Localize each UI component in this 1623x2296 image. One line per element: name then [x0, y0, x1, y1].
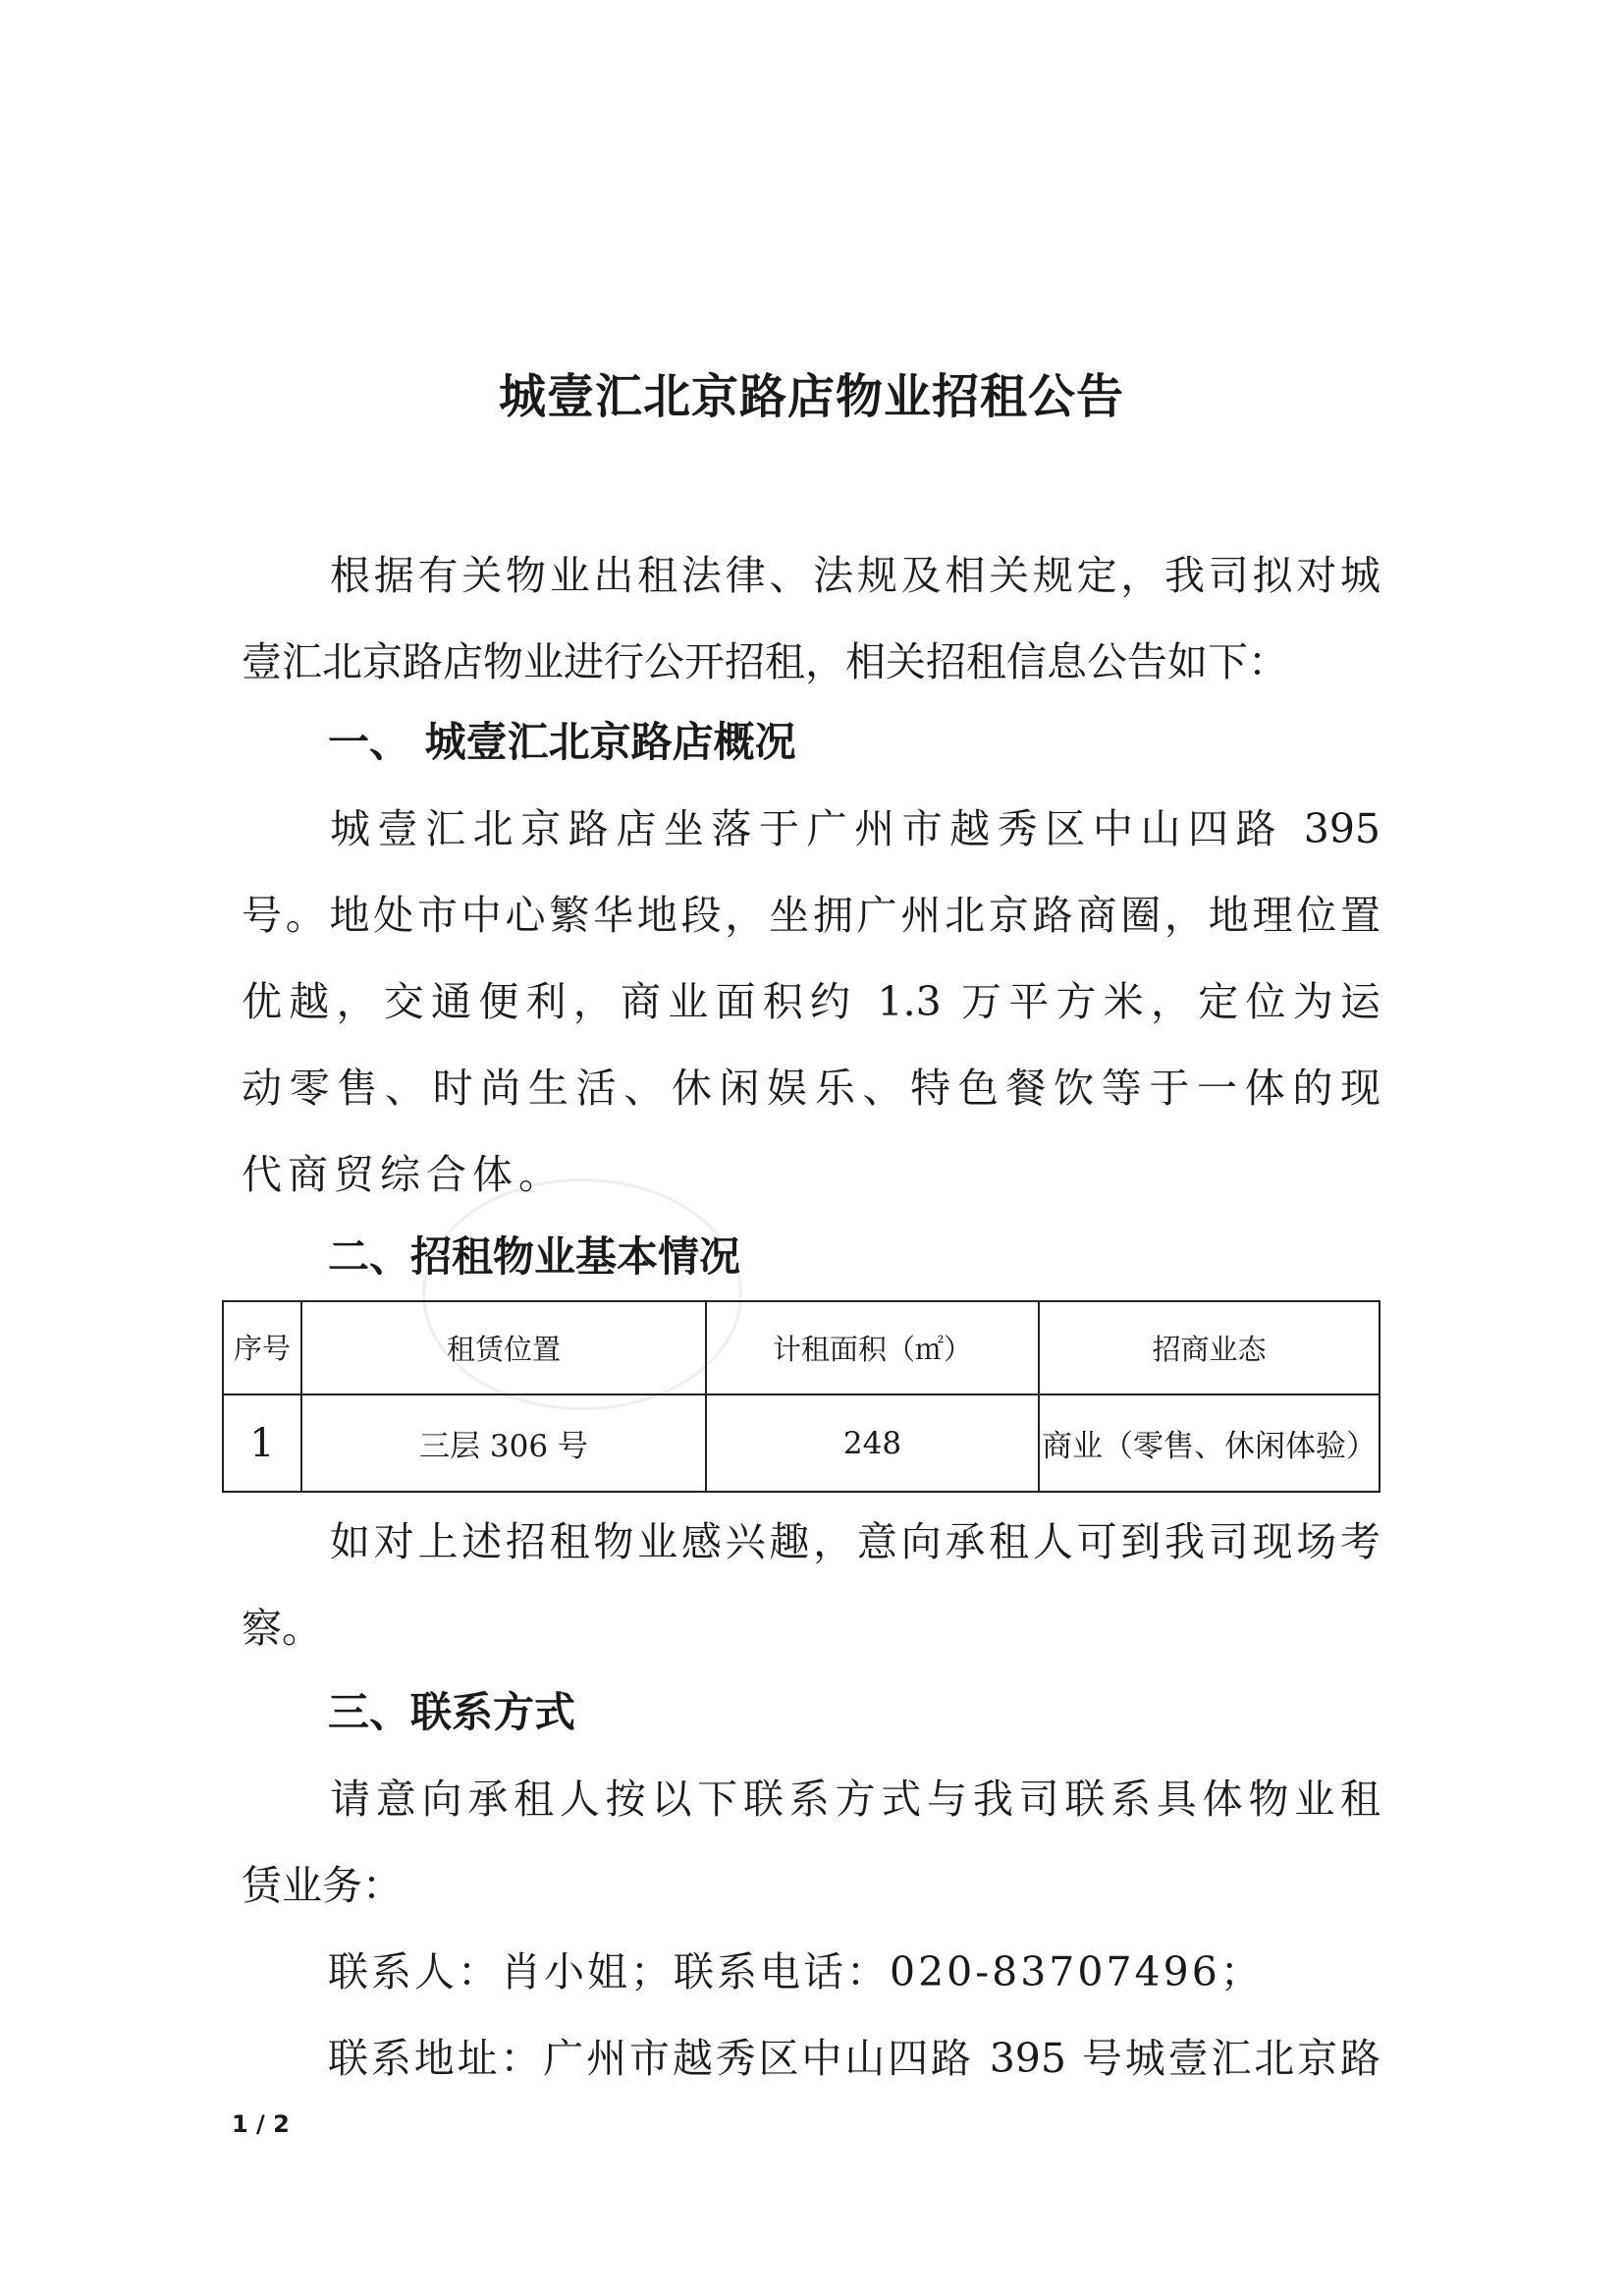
header-area: 计租面积（㎡）	[706, 1301, 1039, 1394]
cell-area: 248	[706, 1394, 1039, 1492]
section-1-line-4: 动零售、时尚生活、休闲娱乐、特色餐饮等于一体的现	[242, 1065, 1380, 1112]
section-2-after-line-1: 如对上述招租物业感兴趣，意向承租人可到我司现场考	[330, 1518, 1380, 1565]
header-location: 租赁位置	[301, 1301, 706, 1394]
section-2-heading: 二、招租物业基本情况	[328, 1232, 741, 1281]
page-number: 1 / 2	[232, 2110, 290, 2138]
header-seq: 序号	[223, 1301, 301, 1394]
section-3-heading: 三、联系方式	[328, 1688, 576, 1736]
contact-person-phone: 联系人：肖小姐；联系电话：020-83707496；	[328, 1948, 1264, 1995]
cell-seq: 1	[223, 1394, 301, 1492]
section-1-line-3: 优越，交通便利，商业面积约 1.3 万平方米，定位为运	[242, 978, 1380, 1025]
section-1-line-1: 城壹汇北京路店坐落于广州市越秀区中山四路 395	[330, 805, 1380, 852]
section-3-line-1: 请意向承租人按以下联系方式与我司联系具体物业租	[330, 1776, 1380, 1823]
intro-line-1: 根据有关物业出租法律、法规及相关规定，我司拟对城	[330, 552, 1380, 599]
section-1-heading: 一、 城壹汇北京路店概况	[328, 718, 796, 766]
table-header-row	[223, 1301, 1380, 1394]
contact-address: 联系地址：广州市越秀区中山四路 395 号城壹汇北京路	[328, 2035, 1380, 2082]
section-1-line-2: 号。地处市中心繁华地段，坐拥广州北京路商圈，地理位置	[242, 892, 1380, 939]
rental-property-table	[222, 1300, 1380, 1493]
section-1-line-5: 代商贸综合体。	[242, 1151, 565, 1198]
header-format: 招商业态	[1039, 1301, 1380, 1394]
table-row	[223, 1394, 1380, 1492]
cell-location: 三层 306 号	[301, 1394, 706, 1492]
intro-line-2: 壹汇北京路店物业进行公开招租，相关招租信息公告如下：	[242, 638, 1288, 685]
cell-format: 商业（零售、休闲体验）	[1039, 1394, 1380, 1492]
document-title: 城壹汇北京路店物业招租公告	[498, 369, 1124, 424]
section-3-line-2: 赁业务：	[242, 1862, 403, 1909]
section-2-after-line-2: 察。	[242, 1605, 322, 1652]
